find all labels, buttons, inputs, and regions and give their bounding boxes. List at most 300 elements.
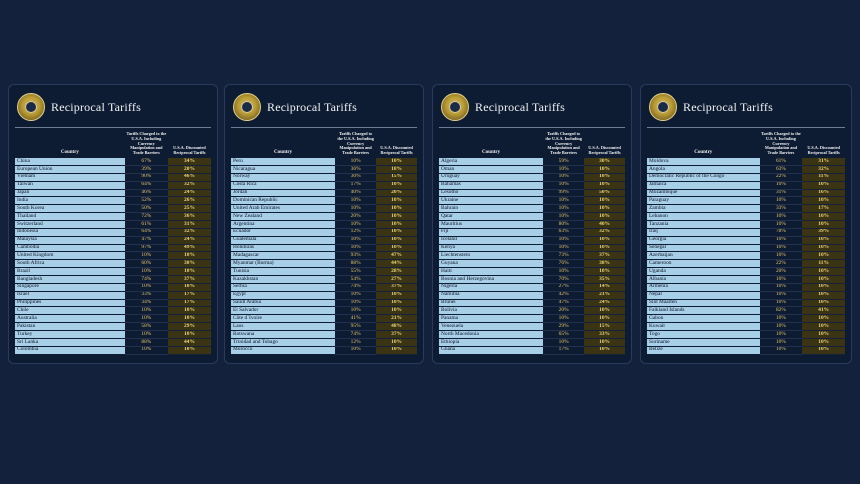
cell-tariff-discounted: 21% bbox=[376, 315, 417, 323]
cell-tariff-discounted: 10% bbox=[802, 221, 845, 229]
cell-tariff-charged: 46% bbox=[125, 189, 168, 197]
cell-tariff-discounted: 26% bbox=[168, 197, 211, 205]
header-charged: Tariffs Charged to the U.S.A. Including Currency Manipulation and Trade Barriers bbox=[126, 131, 167, 156]
cell-tariff-discounted: 10% bbox=[168, 307, 211, 315]
cell-tariff-charged: 34% bbox=[125, 299, 168, 307]
table-row bbox=[231, 315, 417, 323]
cell-country: Fiji bbox=[439, 228, 543, 236]
cell-country: Botswana bbox=[231, 331, 335, 339]
cell-country: Georgia bbox=[647, 236, 760, 244]
table-row bbox=[647, 291, 845, 299]
cell-tariff-discounted: 30% bbox=[584, 158, 625, 165]
cell-tariff-charged: 10% bbox=[335, 307, 376, 315]
cell-tariff-discounted: 10% bbox=[168, 331, 211, 339]
cell-tariff-charged: 10% bbox=[760, 221, 803, 229]
cell-country: Zambia bbox=[647, 205, 760, 213]
cell-country: Falkland Islands bbox=[647, 307, 760, 315]
table-row bbox=[439, 276, 625, 284]
panel-header bbox=[647, 91, 845, 125]
cell-tariff-charged: 20% bbox=[760, 268, 803, 276]
table-row bbox=[647, 244, 845, 252]
table-body-1 bbox=[15, 158, 211, 354]
cell-country: Jordan bbox=[231, 189, 335, 197]
cell-country: Uruguay bbox=[439, 173, 543, 181]
header-charged: Tariffs Charged to the U.S.A. Including Currency Manipulation and Trade Barriers bbox=[761, 131, 801, 156]
cell-tariff-charged: 10% bbox=[543, 213, 584, 221]
cell-tariff-charged: 10% bbox=[125, 252, 168, 260]
cell-tariff-discounted: 10% bbox=[168, 315, 211, 323]
table-row bbox=[15, 291, 211, 299]
table-row bbox=[647, 228, 845, 236]
cell-tariff-charged: 17% bbox=[335, 181, 376, 189]
cell-tariff-charged: 17% bbox=[543, 346, 584, 354]
cell-country: New Zealand bbox=[231, 213, 335, 221]
cell-tariff-discounted: 10% bbox=[802, 346, 845, 354]
table-row bbox=[231, 189, 417, 197]
header-discounted: U.S.A. Discounted Reciprocal Tariffs bbox=[588, 145, 621, 156]
cell-tariff-discounted: 11% bbox=[802, 260, 845, 268]
table-row bbox=[15, 181, 211, 189]
cell-tariff-discounted: 41% bbox=[802, 307, 845, 315]
cell-tariff-discounted: 32% bbox=[168, 228, 211, 236]
cell-tariff-discounted: 20% bbox=[168, 166, 211, 174]
divider bbox=[647, 127, 845, 128]
table-row bbox=[647, 315, 845, 323]
cell-tariff-discounted: 10% bbox=[802, 323, 845, 331]
table-row bbox=[647, 346, 845, 354]
cell-country: Cambodia bbox=[15, 244, 125, 252]
table-row bbox=[439, 213, 625, 221]
cell-tariff-charged: 12% bbox=[335, 338, 376, 346]
table-row bbox=[15, 260, 211, 268]
header-country: Country bbox=[694, 150, 713, 156]
cell-country: Togo bbox=[647, 331, 760, 339]
cell-tariff-discounted: 10% bbox=[376, 346, 417, 354]
table-row bbox=[15, 205, 211, 213]
cell-tariff-charged: 10% bbox=[543, 166, 584, 174]
cell-country: Thailand bbox=[15, 213, 125, 221]
table-row bbox=[15, 283, 211, 291]
panel-title: Reciprocal Tariffs bbox=[683, 99, 773, 114]
cell-tariff-charged: 73% bbox=[543, 252, 584, 260]
cell-country: Senegal bbox=[647, 244, 760, 252]
panel-header bbox=[15, 91, 211, 125]
cell-tariff-charged: 52% bbox=[125, 197, 168, 205]
table-row bbox=[439, 244, 625, 252]
cell-tariff-charged: 74% bbox=[125, 276, 168, 284]
table-row bbox=[439, 221, 625, 229]
cell-country: Ghana bbox=[439, 346, 543, 354]
table-row bbox=[231, 276, 417, 284]
cell-tariff-discounted: 10% bbox=[584, 338, 625, 346]
cell-country: Lesotho bbox=[439, 189, 543, 197]
table-row bbox=[439, 236, 625, 244]
table-row bbox=[647, 181, 845, 189]
cell-country: Switzerland bbox=[15, 221, 125, 229]
cell-tariff-charged: 47% bbox=[543, 299, 584, 307]
table-row bbox=[231, 158, 417, 165]
cell-country: Venezuela bbox=[439, 323, 543, 331]
cell-country: Namibia bbox=[439, 291, 543, 299]
cell-country: Trinidad and Tobago bbox=[231, 338, 335, 346]
cell-tariff-charged: 10% bbox=[760, 338, 803, 346]
cell-tariff-charged: 10% bbox=[335, 299, 376, 307]
cell-tariff-discounted: 10% bbox=[168, 252, 211, 260]
table-row bbox=[439, 189, 625, 197]
cell-tariff-charged: 42% bbox=[543, 291, 584, 299]
cell-country: Kenya bbox=[439, 244, 543, 252]
cell-tariff-charged: 10% bbox=[760, 276, 803, 284]
cell-tariff-discounted: 10% bbox=[802, 338, 845, 346]
table-row bbox=[15, 307, 211, 315]
cell-tariff-discounted: 10% bbox=[802, 252, 845, 260]
tariff-table bbox=[647, 131, 845, 355]
table-row bbox=[15, 331, 211, 339]
cell-tariff-charged: 10% bbox=[760, 244, 803, 252]
cell-tariff-charged: 10% bbox=[760, 213, 803, 221]
table-row bbox=[15, 213, 211, 221]
divider bbox=[439, 127, 625, 128]
cell-tariff-charged: 74% bbox=[335, 283, 376, 291]
cell-country: Indonesia bbox=[15, 228, 125, 236]
cell-country: Oman bbox=[439, 166, 543, 174]
cell-tariff-discounted: 32% bbox=[802, 166, 845, 174]
cell-tariff-charged: 29% bbox=[543, 323, 584, 331]
cell-country: United Arab Emirates bbox=[231, 205, 335, 213]
cell-tariff-discounted: 10% bbox=[802, 236, 845, 244]
cell-tariff-discounted: 10% bbox=[584, 181, 625, 189]
tariff-table bbox=[439, 131, 625, 355]
cell-tariff-charged: 88% bbox=[125, 338, 168, 346]
cell-tariff-charged: 10% bbox=[125, 268, 168, 276]
table-row bbox=[231, 331, 417, 339]
cell-tariff-charged: 31% bbox=[760, 189, 803, 197]
cell-tariff-charged: 10% bbox=[543, 236, 584, 244]
cell-tariff-charged: 10% bbox=[543, 205, 584, 213]
table-row bbox=[231, 268, 417, 276]
cell-tariff-discounted: 38% bbox=[584, 260, 625, 268]
cell-tariff-discounted: 24% bbox=[168, 189, 211, 197]
cell-country: Costa Rica bbox=[231, 181, 335, 189]
cell-tariff-discounted: 10% bbox=[584, 213, 625, 221]
tariff-table bbox=[15, 131, 211, 355]
cell-country: Lebanon bbox=[647, 213, 760, 221]
cell-tariff-charged: 10% bbox=[760, 346, 803, 354]
cell-tariff-charged: 10% bbox=[760, 236, 803, 244]
cell-tariff-discounted: 10% bbox=[376, 228, 417, 236]
cell-country: Nepal bbox=[647, 291, 760, 299]
table-row bbox=[439, 315, 625, 323]
cell-tariff-charged: 82% bbox=[760, 307, 803, 315]
table-row bbox=[647, 213, 845, 221]
cell-tariff-discounted: 49% bbox=[168, 244, 211, 252]
table-header-row bbox=[231, 131, 417, 158]
table-row bbox=[647, 276, 845, 284]
cell-tariff-charged: 40% bbox=[335, 189, 376, 197]
cell-tariff-charged: 55% bbox=[335, 268, 376, 276]
table-row bbox=[231, 260, 417, 268]
cell-country: Bahamas bbox=[439, 181, 543, 189]
table-row bbox=[15, 166, 211, 174]
cell-tariff-discounted: 10% bbox=[802, 291, 845, 299]
table-header-row bbox=[647, 131, 845, 158]
cell-tariff-discounted: 10% bbox=[584, 346, 625, 354]
cell-tariff-discounted: 10% bbox=[584, 268, 625, 276]
cell-tariff-discounted: 30% bbox=[168, 260, 211, 268]
cell-tariff-discounted: 10% bbox=[376, 213, 417, 221]
cell-country: Vietnam bbox=[15, 173, 125, 181]
table-row bbox=[647, 338, 845, 346]
cell-country: Uganda bbox=[647, 268, 760, 276]
cell-country: Gabon bbox=[647, 315, 760, 323]
cell-tariff-discounted: 35% bbox=[584, 276, 625, 284]
table-row bbox=[15, 299, 211, 307]
table-row bbox=[231, 338, 417, 346]
cell-tariff-charged: 20% bbox=[543, 307, 584, 315]
header-country: Country bbox=[60, 150, 79, 156]
tariff-panel-4 bbox=[640, 84, 852, 364]
table-row bbox=[15, 244, 211, 252]
table-row bbox=[15, 197, 211, 205]
cell-tariff-charged: 10% bbox=[760, 315, 803, 323]
table-row bbox=[15, 173, 211, 181]
cell-tariff-discounted: 32% bbox=[168, 181, 211, 189]
cell-tariff-discounted: 10% bbox=[802, 244, 845, 252]
table-row bbox=[647, 189, 845, 197]
table-row bbox=[231, 236, 417, 244]
presidential-seal-icon bbox=[649, 93, 677, 121]
cell-country: Algeria bbox=[439, 158, 543, 165]
cell-tariff-charged: 10% bbox=[760, 323, 803, 331]
cell-tariff-discounted: 10% bbox=[802, 315, 845, 323]
cell-tariff-discounted: 10% bbox=[802, 197, 845, 205]
cell-tariff-charged: 10% bbox=[335, 346, 376, 354]
cell-tariff-charged: 61% bbox=[125, 221, 168, 229]
table-row bbox=[231, 181, 417, 189]
table-row bbox=[647, 260, 845, 268]
cell-country: Turkey bbox=[15, 331, 125, 339]
table-row bbox=[439, 173, 625, 181]
cell-tariff-discounted: 33% bbox=[584, 331, 625, 339]
presidential-seal-icon bbox=[441, 93, 469, 121]
table-row bbox=[439, 268, 625, 276]
table-row bbox=[439, 346, 625, 354]
cell-tariff-charged: 12% bbox=[335, 228, 376, 236]
cell-tariff-discounted: 29% bbox=[168, 323, 211, 331]
cell-tariff-charged: 10% bbox=[543, 173, 584, 181]
cell-country: Qatar bbox=[439, 213, 543, 221]
presidential-seal-icon bbox=[233, 93, 261, 121]
tariff-panel-3 bbox=[432, 84, 632, 364]
table-row bbox=[231, 299, 417, 307]
cell-country: Brazil bbox=[15, 268, 125, 276]
cell-tariff-discounted: 34% bbox=[168, 158, 211, 165]
cell-tariff-charged: 10% bbox=[543, 268, 584, 276]
table-row bbox=[439, 158, 625, 165]
cell-country: Sri Lanka bbox=[15, 338, 125, 346]
cell-tariff-discounted: 40% bbox=[584, 221, 625, 229]
table-row bbox=[15, 236, 211, 244]
cell-tariff-charged: 61% bbox=[760, 158, 803, 165]
table-row bbox=[647, 166, 845, 174]
table-row bbox=[231, 166, 417, 174]
cell-tariff-discounted: 18% bbox=[376, 166, 417, 174]
cell-country: Cameroon bbox=[647, 260, 760, 268]
cell-tariff-discounted: 10% bbox=[168, 346, 211, 354]
cell-country: Belize bbox=[647, 346, 760, 354]
cell-country: India bbox=[15, 197, 125, 205]
table-header-row bbox=[15, 131, 211, 158]
cell-country: Kuwait bbox=[647, 323, 760, 331]
cell-tariff-charged: 70% bbox=[543, 276, 584, 284]
cell-country: Mauritius bbox=[439, 221, 543, 229]
table-row bbox=[647, 221, 845, 229]
cell-country: Japan bbox=[15, 189, 125, 197]
table-row bbox=[15, 346, 211, 354]
cell-tariff-discounted: 10% bbox=[802, 181, 845, 189]
cell-tariff-charged: 10% bbox=[543, 181, 584, 189]
cell-tariff-charged: 41% bbox=[335, 315, 376, 323]
cell-tariff-charged: 65% bbox=[543, 331, 584, 339]
header-country: Country bbox=[482, 150, 501, 156]
cell-country: Serbia bbox=[231, 283, 335, 291]
cell-tariff-discounted: 32% bbox=[584, 228, 625, 236]
cell-country: Philippines bbox=[15, 299, 125, 307]
table-row bbox=[231, 205, 417, 213]
cell-tariff-charged: 58% bbox=[125, 323, 168, 331]
cell-tariff-discounted: 14% bbox=[584, 283, 625, 291]
cell-tariff-charged: 10% bbox=[125, 283, 168, 291]
table-row bbox=[15, 276, 211, 284]
cell-tariff-charged: 10% bbox=[760, 283, 803, 291]
cell-tariff-charged: 93% bbox=[335, 252, 376, 260]
cell-country: Saudi Arabia bbox=[231, 299, 335, 307]
cell-tariff-discounted: 20% bbox=[376, 189, 417, 197]
cell-tariff-discounted: 15% bbox=[376, 173, 417, 181]
cell-tariff-discounted: 11% bbox=[802, 173, 845, 181]
cell-tariff-discounted: 31% bbox=[168, 221, 211, 229]
cell-tariff-discounted: 10% bbox=[584, 166, 625, 174]
cell-country: Ecuador bbox=[231, 228, 335, 236]
cell-tariff-discounted: 10% bbox=[376, 221, 417, 229]
table-row bbox=[15, 315, 211, 323]
table-row bbox=[647, 197, 845, 205]
cell-tariff-charged: 10% bbox=[335, 205, 376, 213]
panel-title: Reciprocal Tariffs bbox=[51, 99, 141, 114]
cell-country: Armenia bbox=[647, 283, 760, 291]
table-row bbox=[439, 283, 625, 291]
table-row bbox=[647, 299, 845, 307]
cell-tariff-charged: 10% bbox=[543, 315, 584, 323]
cell-tariff-charged: 76% bbox=[543, 260, 584, 268]
cell-tariff-charged: 67% bbox=[125, 158, 168, 165]
header-country: Country bbox=[274, 150, 293, 156]
table-row bbox=[231, 252, 417, 260]
cell-country: Dominican Republic bbox=[231, 197, 335, 205]
cell-tariff-charged: 10% bbox=[335, 291, 376, 299]
cell-tariff-discounted: 10% bbox=[376, 181, 417, 189]
table-row bbox=[231, 244, 417, 252]
panel-title: Reciprocal Tariffs bbox=[267, 99, 357, 114]
cell-country: Paraguay bbox=[647, 197, 760, 205]
cell-tariff-discounted: 10% bbox=[802, 268, 845, 276]
table-row bbox=[15, 221, 211, 229]
cell-tariff-charged: 80% bbox=[543, 221, 584, 229]
cell-country: Sint Maarten bbox=[647, 299, 760, 307]
cell-country: Israel bbox=[15, 291, 125, 299]
cell-tariff-charged: 10% bbox=[760, 291, 803, 299]
divider bbox=[231, 127, 417, 128]
header-discounted: U.S.A. Discounted Reciprocal Tariffs bbox=[807, 145, 840, 156]
cell-country: Jamaica bbox=[647, 181, 760, 189]
cell-country: Pakistan bbox=[15, 323, 125, 331]
table-row bbox=[439, 252, 625, 260]
table-row bbox=[15, 189, 211, 197]
table-header-row bbox=[439, 131, 625, 158]
cell-country: Australia bbox=[15, 315, 125, 323]
table-row bbox=[439, 291, 625, 299]
cell-country: Panama bbox=[439, 315, 543, 323]
cell-tariff-charged: 10% bbox=[543, 197, 584, 205]
cell-tariff-charged: 10% bbox=[760, 197, 803, 205]
table-row bbox=[647, 236, 845, 244]
cell-tariff-discounted: 10% bbox=[584, 315, 625, 323]
panel-header bbox=[231, 91, 417, 125]
cell-tariff-discounted: 10% bbox=[376, 158, 417, 165]
cell-tariff-charged: 10% bbox=[335, 197, 376, 205]
cell-tariff-discounted: 24% bbox=[168, 236, 211, 244]
cell-tariff-charged: 88% bbox=[335, 260, 376, 268]
cell-tariff-discounted: 10% bbox=[376, 291, 417, 299]
cell-country: Colombia bbox=[15, 346, 125, 354]
cell-country: Bangladesh bbox=[15, 276, 125, 284]
cell-country: Taiwan bbox=[15, 181, 125, 189]
cell-tariff-discounted: 44% bbox=[168, 338, 211, 346]
table-row bbox=[231, 221, 417, 229]
header-discounted: U.S.A. Discounted Reciprocal Tariffs bbox=[173, 145, 206, 156]
cell-tariff-discounted: 10% bbox=[376, 205, 417, 213]
presidential-seal-icon bbox=[17, 93, 45, 121]
cell-tariff-discounted: 48% bbox=[376, 323, 417, 331]
cell-tariff-charged: 10% bbox=[335, 236, 376, 244]
cell-country: Peru bbox=[231, 158, 335, 165]
cell-country: European Union bbox=[15, 166, 125, 174]
table-body-4 bbox=[647, 158, 845, 354]
cell-country: Mozambique bbox=[647, 189, 760, 197]
cell-country: Azerbaijan bbox=[647, 252, 760, 260]
table-row bbox=[15, 252, 211, 260]
cell-country: Argentina bbox=[231, 221, 335, 229]
cell-country: Suriname bbox=[647, 338, 760, 346]
cell-tariff-charged: 10% bbox=[760, 299, 803, 307]
table-row bbox=[439, 181, 625, 189]
cell-tariff-discounted: 31% bbox=[802, 158, 845, 165]
table-row bbox=[231, 283, 417, 291]
cell-tariff-discounted: 17% bbox=[168, 299, 211, 307]
cell-country: Albania bbox=[647, 276, 760, 284]
cell-tariff-charged: 63% bbox=[543, 228, 584, 236]
table-row bbox=[439, 323, 625, 331]
cell-tariff-discounted: 10% bbox=[584, 197, 625, 205]
cell-tariff-discounted: 10% bbox=[584, 173, 625, 181]
cell-tariff-charged: 10% bbox=[335, 158, 376, 165]
cell-country: Guatemala bbox=[231, 236, 335, 244]
cell-tariff-discounted: 28% bbox=[376, 268, 417, 276]
cell-country: Norway bbox=[231, 173, 335, 181]
panel-header bbox=[439, 91, 625, 125]
cell-tariff-charged: 10% bbox=[543, 338, 584, 346]
cell-tariff-charged: 64% bbox=[125, 228, 168, 236]
